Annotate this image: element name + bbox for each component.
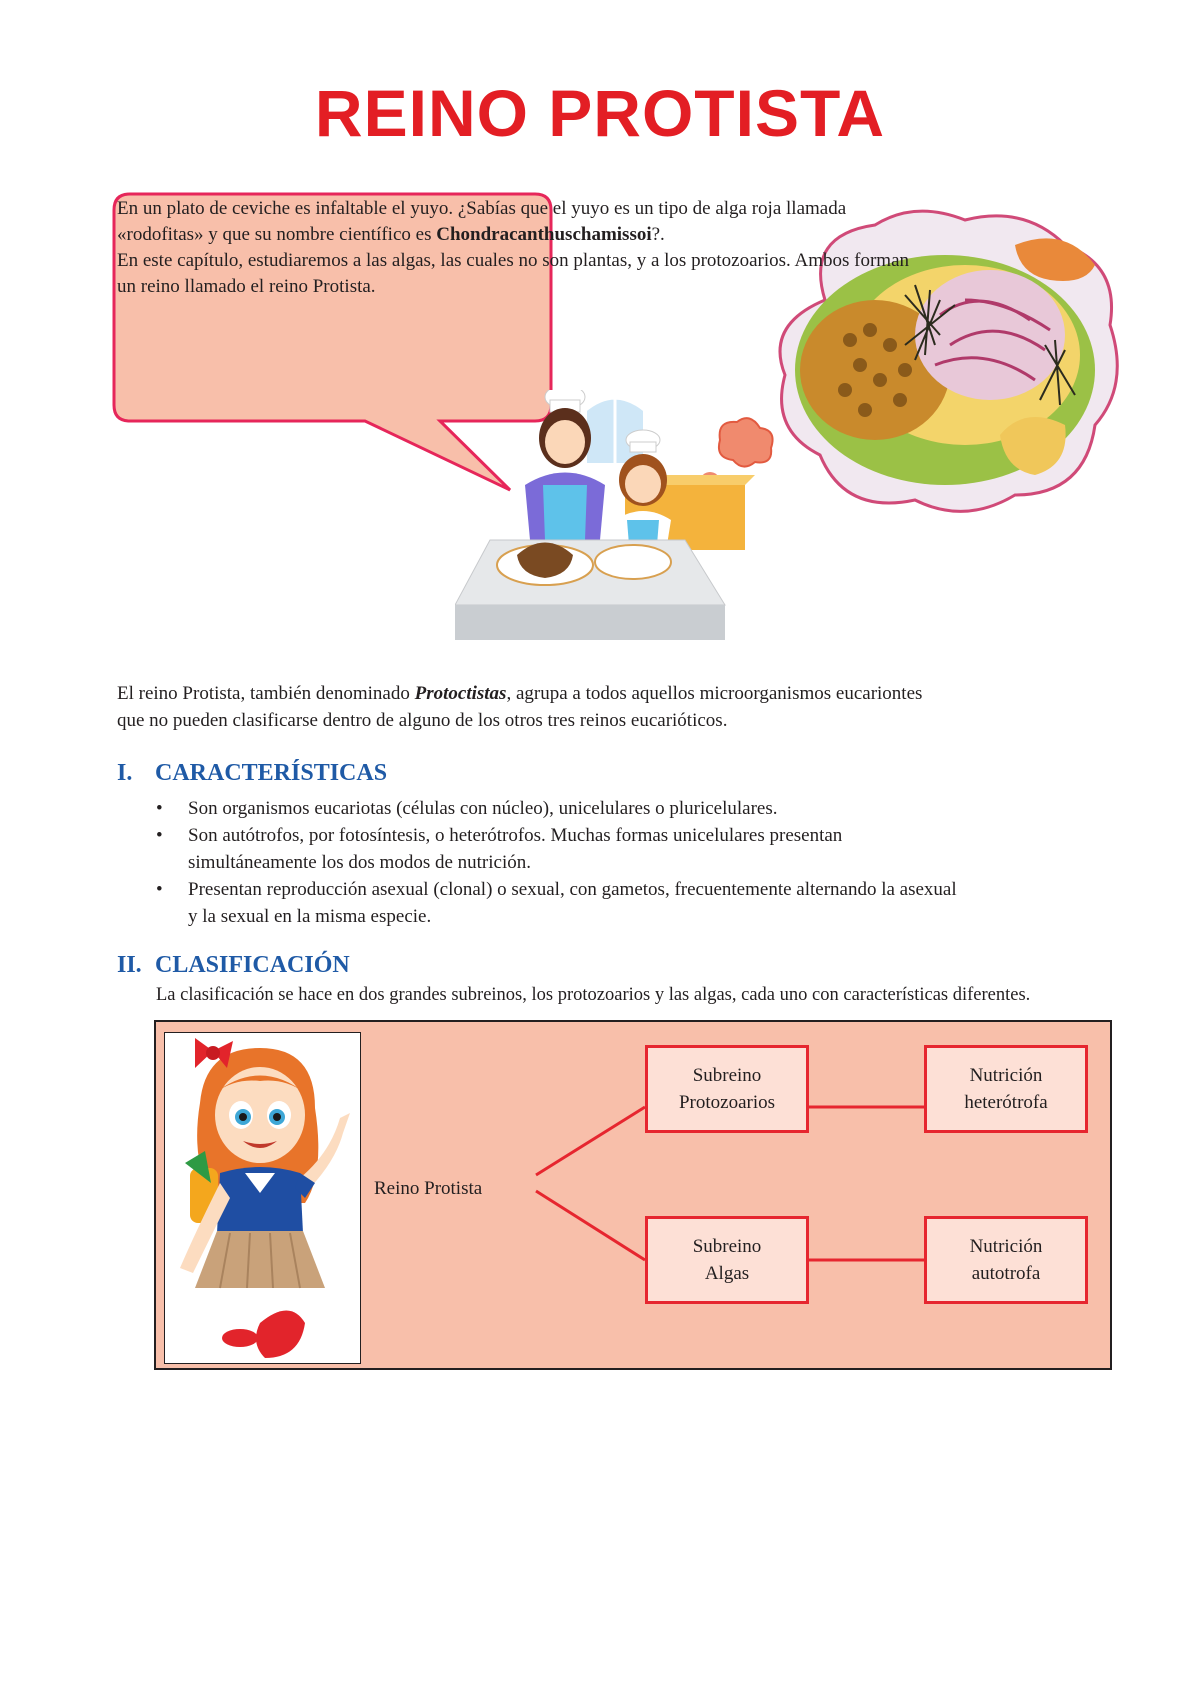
protista-paragraph xyxy=(117,680,1117,734)
intro-line-2-end: ?. xyxy=(651,224,665,245)
box-line: Nutrición xyxy=(969,1236,1043,1257)
list-item-text: Son organismos eucariotas (células con núcleo), unicelulares o pluricelulares. xyxy=(188,798,778,819)
box-line: Nutrición xyxy=(969,1065,1043,1086)
section-caracteristicas-heading xyxy=(117,760,387,787)
box-line: autotrofa xyxy=(971,1263,1041,1284)
section-number: II. xyxy=(117,952,142,978)
intro-line-2 xyxy=(117,222,1077,248)
section-title: CARACTERÍSTICAS xyxy=(155,760,388,786)
list-item xyxy=(156,876,1116,930)
protista-line-1-end: , agrupa a todos aquellos microorganismos eucariontes xyxy=(506,683,923,704)
intro-line-2-start: «rodofitas» y que su nombre científico es xyxy=(117,224,437,245)
nutricion-autotrofa-box xyxy=(924,1216,1088,1304)
section-number: I. xyxy=(117,760,133,786)
intro-line-4: un reino llamado el reino Protista. xyxy=(117,276,376,297)
protista-line-1 xyxy=(117,680,1117,707)
section-title: CLASIFICACIÓN xyxy=(155,952,350,978)
box-line: Protozoarios xyxy=(678,1092,776,1113)
subreino-protozoarios-box xyxy=(645,1045,809,1133)
caracteristicas-list xyxy=(156,795,1116,930)
box-line: Subreino xyxy=(692,1065,762,1086)
page-title: REINO PROTISTA xyxy=(314,76,886,150)
box-line: Subreino xyxy=(692,1236,762,1257)
intro-line-3: En este capítulo, estudiaremos a las algas, las cuales no son plantas, y a los protozoarios. Ambos forman xyxy=(117,250,910,271)
intro-line-1: En un plato de ceviche es infaltable el yuyo. ¿Sabías que el yuyo es un tipo de alga roja llamada xyxy=(117,198,847,219)
kitchen-illustration xyxy=(455,390,830,670)
box-line: Algas xyxy=(704,1263,750,1284)
list-item xyxy=(156,822,1116,876)
subreino-algas-box xyxy=(645,1216,809,1304)
intro-text xyxy=(117,196,1077,300)
protista-line-2: que no pueden clasificarse dentro de alguno de los otros tres reinos eucarióticos. xyxy=(117,710,728,731)
protista-line-1-start: El reino Protista, también denominado xyxy=(117,683,415,704)
box-line: heterótrofa xyxy=(964,1092,1048,1113)
list-item-text: Son autótrofos, por fotosíntesis, o heterótrofos. Muchas formas unicelulares presentan xyxy=(188,825,843,846)
protoctistas-term: Protoctistas xyxy=(414,683,507,704)
clasificacion-intro: La clasificación se hace en dos grandes subreinos, los protozoarios y las algas, cada uno con características diferentes. xyxy=(156,985,1031,1005)
scientific-name: Chondracanthuschamissoi xyxy=(436,224,652,245)
nutricion-heterotrofa-box xyxy=(924,1045,1088,1133)
list-item-text: y la sexual en la misma especie. xyxy=(188,906,432,927)
section-clasificacion-heading xyxy=(117,952,350,979)
list-item xyxy=(156,795,1116,822)
reino-protista-node: Reino Protista xyxy=(374,1178,483,1199)
list-item-text: simultáneamente los dos modos de nutrición. xyxy=(188,852,532,873)
list-item-text: Presentan reproducción asexual (clonal) o sexual, con gametos, frecuentemente alternando la asexual xyxy=(188,879,957,900)
